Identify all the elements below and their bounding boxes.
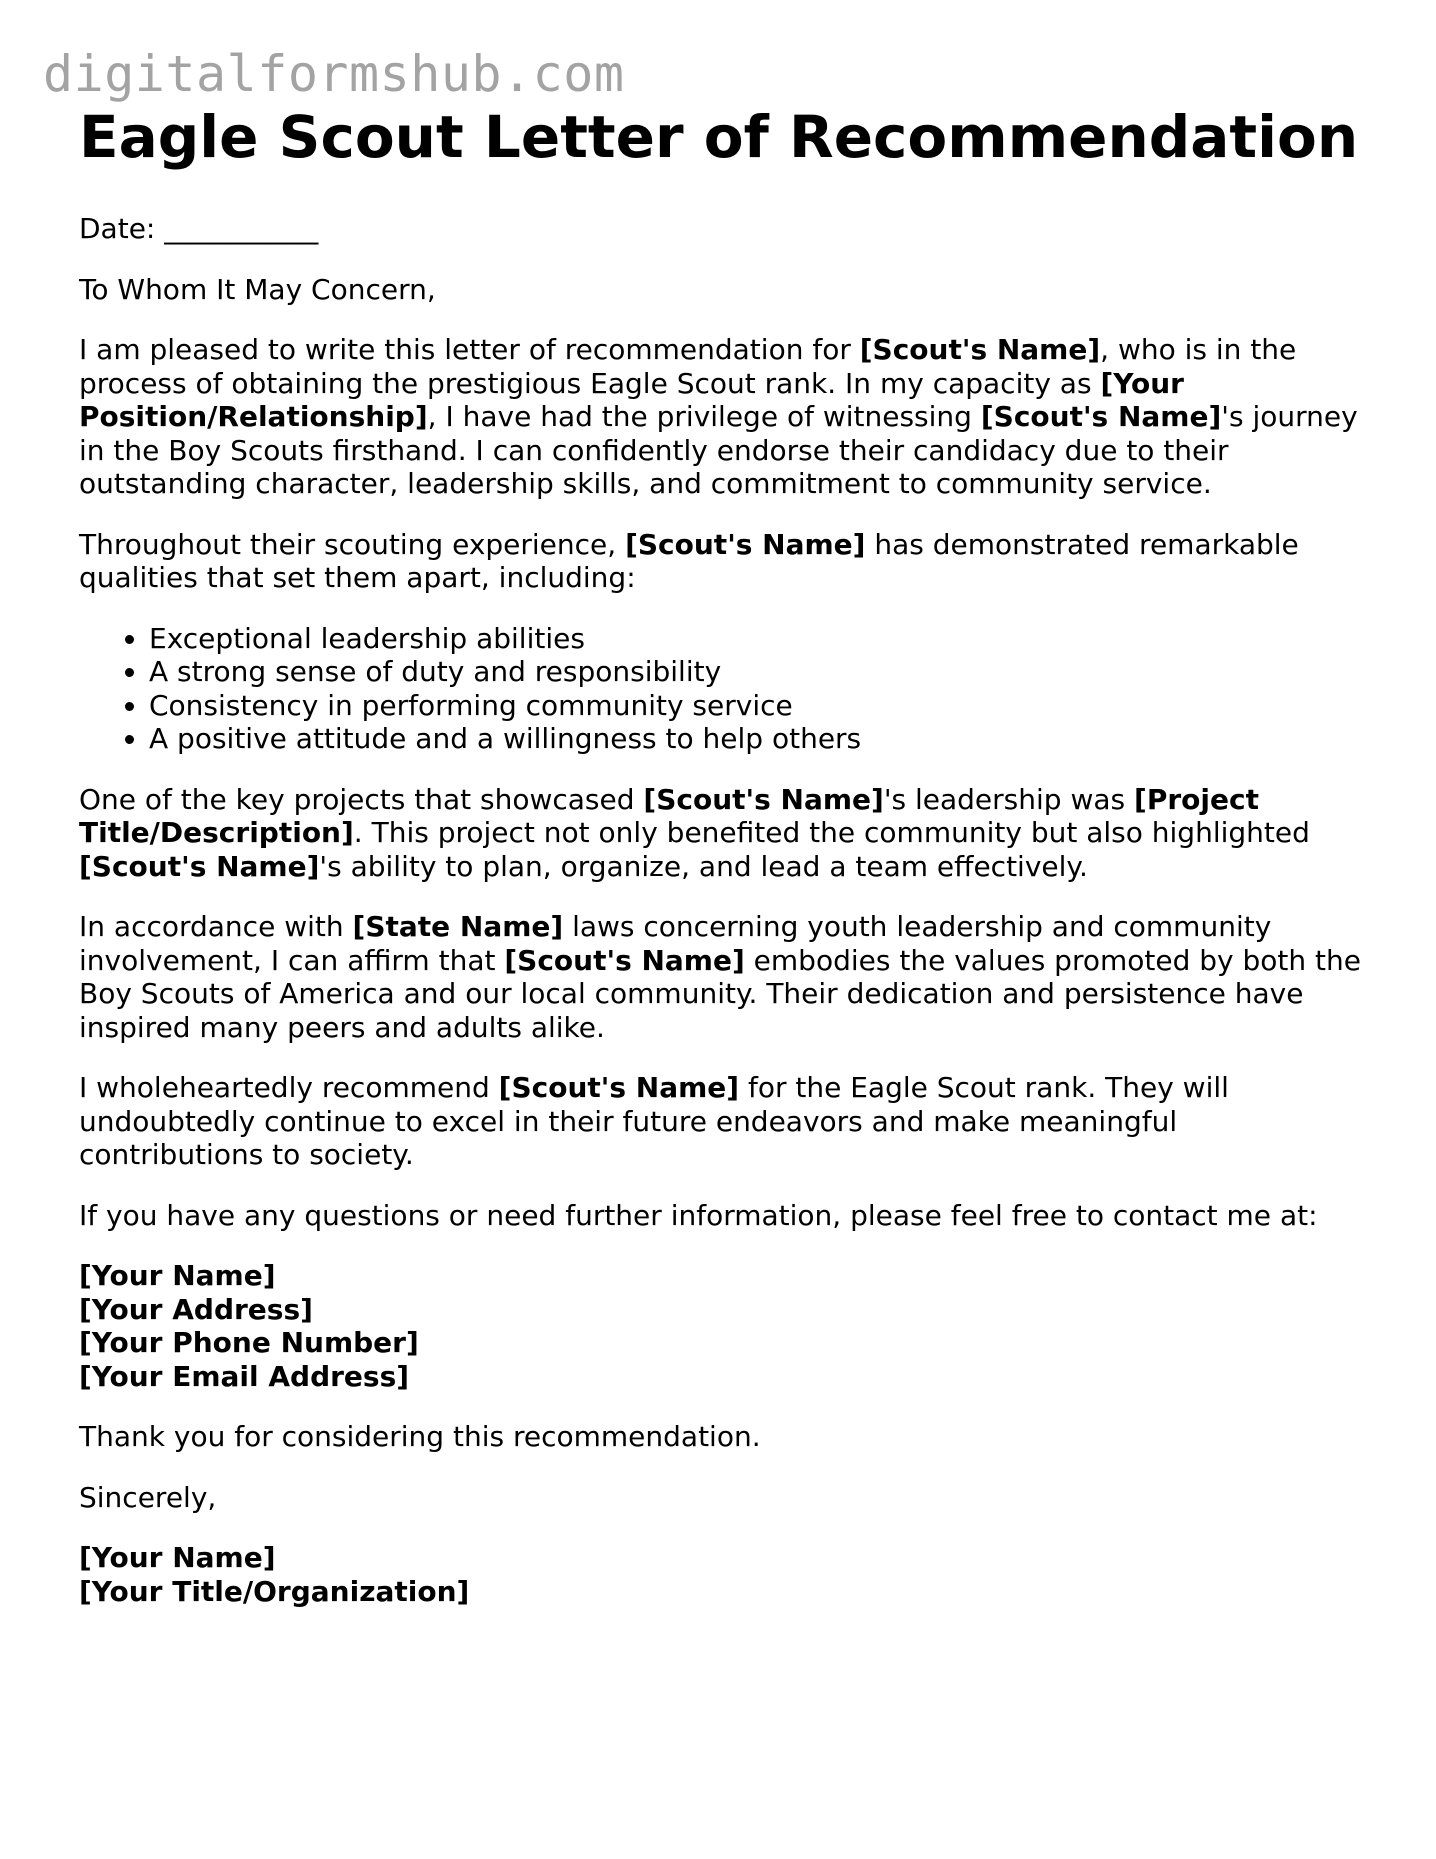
date-line <box>79 212 1369 246</box>
date-blank: ___________ <box>164 212 319 245</box>
signature-name: [Your Name] <box>79 1541 276 1574</box>
signature-block <box>79 1541 1369 1608</box>
paragraph-recommend: I wholeheartedly recommend [Scout's Name] for the Eagle Scout rank. They will undoubtedly continue to excel in their future endeavors and make meaningful contributions to society. <box>79 1071 1229 1171</box>
contact-email: [Your Email Address] <box>79 1359 410 1393</box>
placeholder-scout-name: [Scout's Name] <box>498 1071 740 1104</box>
salutation: To Whom It May Concern, <box>79 272 436 306</box>
list-item: • Exceptional leadership abilities <box>149 622 1369 656</box>
placeholder-scout-name: [Scout's Name] <box>980 400 1222 433</box>
signature-title: [Your Title/Organization] <box>79 1574 470 1608</box>
closing: Sincerely, <box>79 1480 217 1514</box>
placeholder-scout-name: [Scout's Name] <box>504 943 745 977</box>
list-item: • Consistency in performing community service <box>149 689 1369 723</box>
thanks-line: Thank you for considering this recommendation. <box>79 1420 761 1453</box>
paragraph-intro: I am pleased to write this letter of recommendation for [Scout's Name], who is in the process of obtaining the prestigious Eagle Scout rank. In my capacity as [Your Position/Relationship], I have had the privilege of witnessing [Scout's Name]'s journey in the Boy Scouts firsthand. I can confidently endorse their candidacy due to their outstanding character, leadership skills, and commitment to community service. <box>79 333 1358 500</box>
watermark: digitalformshub.com <box>43 45 625 103</box>
paragraph-project: One of the key projects that showcased [Scout's Name]'s leadership was [Project Title/Description]. This project not only benefited the community but also highlighted [Scout's Name]'s ability to plan, organize, and lead a team effectively. <box>79 782 1310 883</box>
placeholder-scout-name: [Scout's Name] <box>625 527 866 561</box>
page-title: Eagle Scout Letter of Recommendation <box>79 103 1359 171</box>
list-item: • A strong sense of duty and responsibility <box>149 655 1369 689</box>
placeholder-scout-name: [Scout's Name] <box>643 782 884 816</box>
contact-phone: [Your Phone Number] <box>79 1326 419 1359</box>
qualities-list <box>79 622 1369 756</box>
contact-address: [Your Address] <box>79 1292 313 1326</box>
list-item: • A positive attitude and a willingness to help others <box>149 722 1369 756</box>
contact-block <box>79 1259 1369 1393</box>
letter-page <box>79 100 1369 1635</box>
placeholder-scout-name: [Scout's Name] <box>79 849 320 883</box>
placeholder-your-position: [Your Position/Relationship] <box>79 366 1184 433</box>
date-label: Date: <box>79 212 156 245</box>
placeholder-project: [Project Title/Description] <box>79 782 1259 849</box>
placeholder-state-name: [State Name] <box>352 910 564 943</box>
contact-name: [Your Name] <box>79 1259 276 1292</box>
placeholder-scout-name: [Scout's Name] <box>859 333 1101 366</box>
paragraph-state: In accordance with [State Name] laws concerning youth leadership and community involvement, I can affirm that [Scout's Name] embodies the values promoted by both the Boy Scouts of America and our local community. Their dedication and persistence have inspired many peers and adults alike. <box>79 910 1361 1044</box>
paragraph-qualities-intro: Throughout their scouting experience, [Scout's Name] has demonstrated remarkable qualities that set them apart, including: <box>79 527 1299 594</box>
contact-intro: If you have any questions or need further information, please feel free to contact me at: <box>79 1198 1318 1232</box>
